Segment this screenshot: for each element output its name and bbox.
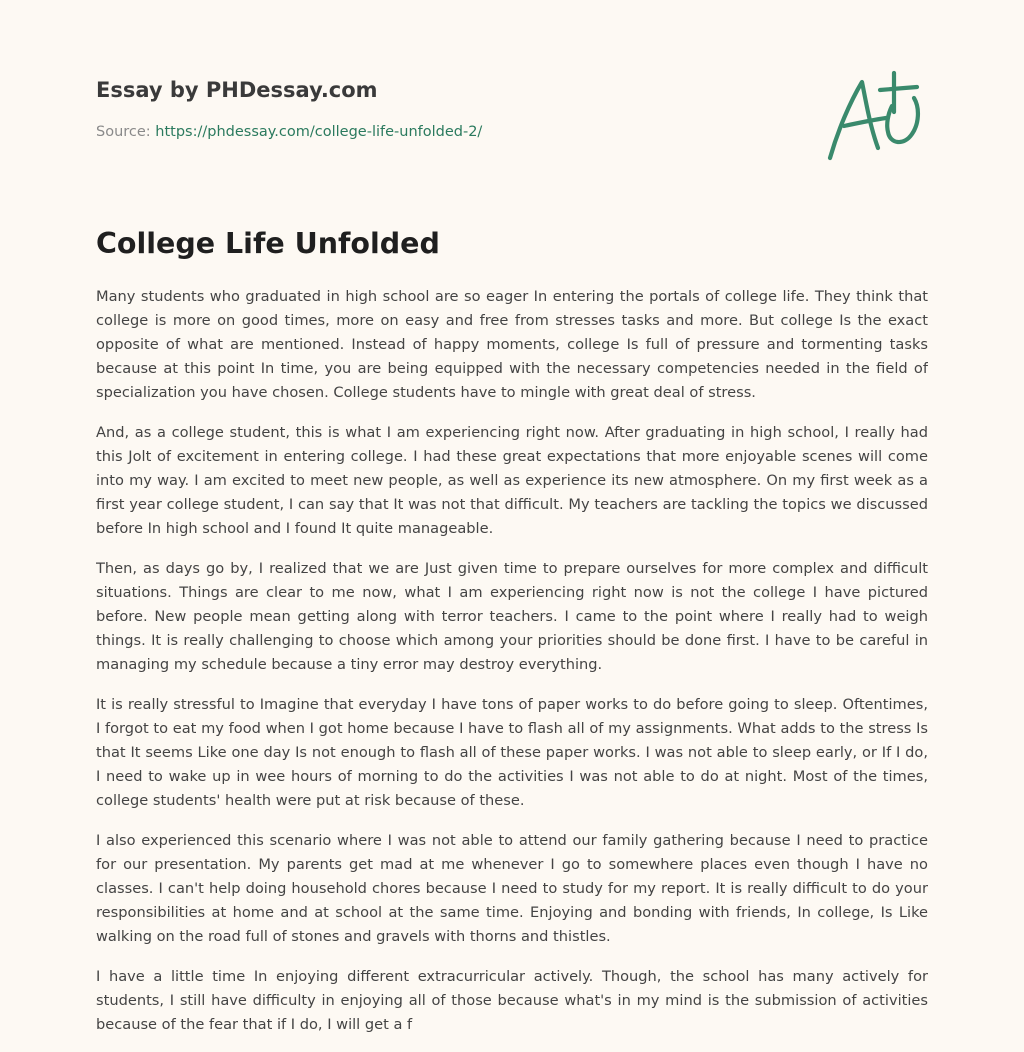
essay-paragraph: I also experienced this scenario where I was not able to attend our family gathering because I need to practice for our presentation. My parents get mad at me whenever I go to somewhere places even though I have no classes. I can't help doing household chores because I need to study for my report. It is really difficult to do your responsibilities at home and at school at the same time. Enjoying and bonding with friends, In college, Is Like walking on the road full of stones and gravels with thorns and thistles. (96, 832, 928, 945)
source-label: Source: (96, 124, 156, 140)
essay-paragraph: It is really stressful to Imagine that everyday I have tons of paper works to do before going to sleep. Oftentimes, I forgot to eat my food when I got home because I have to flash all of my assignments. What adds to the stress Is that It seems Like one day Is not enough to flash all of these paper works. I was not able to sleep early, or If I do, I need to wake up in wee hours of morning to do the activities I was not able to do at night. Most of the times, college students' health were put at risk because of these. (96, 696, 928, 809)
essay-header (96, 76, 928, 140)
a-plus-logo-icon (822, 68, 928, 164)
source-line (96, 124, 482, 140)
brand-title: Essay by PHDessay.com (96, 78, 378, 102)
source-link[interactable]: https://phdessay.com/college-life-unfolded-2/ (155, 124, 483, 140)
essay-paragraph: Many students who graduated in high school are so eager In entering the portals of college life. They think that college is more on good times, more on easy and free from stresses tasks and more. But college Is the exact opposite of what are mentioned. Instead of happy moments, college Is full of pressure and tormenting tasks because at this point In time, you are being equipped with the necessary competencies needed in the field of specialization you have chosen. College students have to mingle with great deal of stress. (96, 288, 928, 401)
essay-title: College Life Unfolded (96, 227, 440, 260)
essay-body (96, 285, 928, 1052)
essay-paragraph: Then, as days go by, I realized that we are Just given time to prepare ourselves for more complex and difficult situations. Things are clear to me now, what I am experiencing right now is not the college I have pictured before. New people mean getting along with terror teachers. I came to the point where I really had to weigh things. It is really challenging to choose which among your priorities should be done first. I have to be careful in managing my schedule because a tiny error may destroy everything. (96, 560, 928, 673)
essay-paragraph: And, as a college student, this is what I am experiencing right now. After graduating in high school, I really had this Jolt of excitement in entering college. I had these great expectations that more enjoyable scenes will come into my way. I am excited to meet new people, as well as experience its new atmosphere. On my first week as a first year college student, I can say that It was not that difficult. My teachers are tackling the topics we discussed before In high school and I found It quite manageable. (96, 424, 928, 537)
essay-paragraph: I have a little time In enjoying different extracurricular actively. Though, the school has many actively for students, I still have difficulty in enjoying all of those because what's in my mind is the submission of activities because of the fear that if I do, I will get a f (96, 968, 928, 1033)
